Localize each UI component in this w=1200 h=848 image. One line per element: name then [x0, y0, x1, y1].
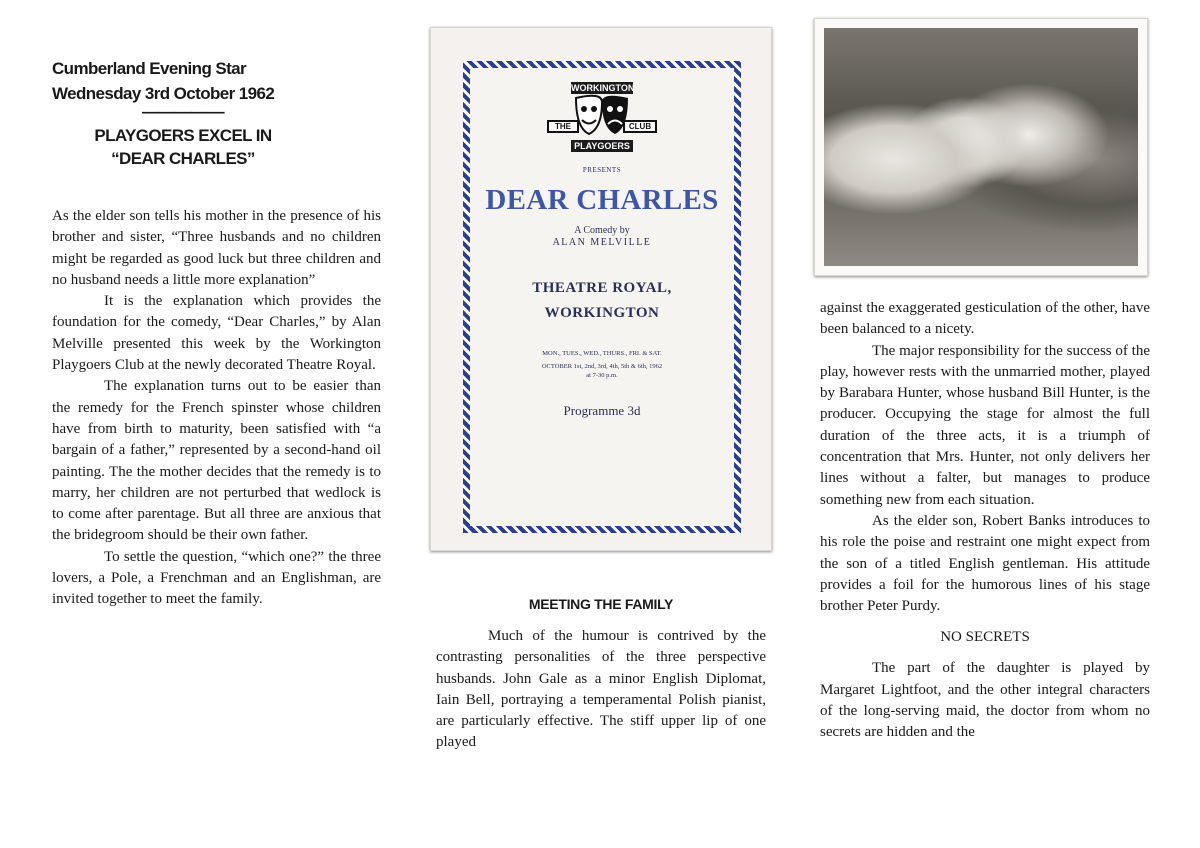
article-column-2	[436, 626, 766, 754]
programme-cover-image	[430, 27, 772, 551]
headline-line-2: “DEAR CHARLES”	[111, 149, 255, 168]
theatre-name-line-1: THEATRE ROYAL,	[532, 280, 672, 296]
club-logo	[547, 82, 657, 164]
article-paragraph: It is the explanation which provides the foundation for the comedy, “Dear Charles,” by Alan Melville presented this week by the Workington Playgoers Club at the newly decorated Theatre Royal.	[52, 293, 381, 374]
article-paragraph: Much of the humour is contrived by the contrasting personalities of the three perspective husbands. John Gale as a minor English Diplomat, Iain Bell, portraying a temperamental Polish pianist, are particularly effective. The stiff upper lip of one played	[436, 628, 766, 751]
club-logo-bottom: PLAYGOERS	[571, 140, 633, 152]
play-title: DEAR CHARLES	[485, 184, 719, 216]
article-paragraph: The major responsibility for the success of the play, however rests with the unmarried mother, played by Barabara Hunter, whose husband Bill Hunter, is the producer. Occupying the stage for almost the full duration of the three acts, it is a triumph of concentration that Mrs. Hunter, not only delivers her lines without a falter, but manages to produce something new from each situation.	[820, 342, 1150, 508]
performance-days: MON., TUES., WED., THURS., FRI. & SAT.	[542, 350, 662, 357]
article-paragraph: To settle the question, “which one?” the three lovers, a Pole, a Frenchman and an Englishman, are invited together to meet the family.	[52, 548, 381, 608]
article-paragraph: The part of the daughter is played by Margaret Lightfoot, and the other integral characters of the long-serving maid, the doctor from whom no secrets are hidden and the	[820, 660, 1150, 741]
photo-image	[824, 28, 1138, 266]
performance-time: at 7-30 p.m.	[586, 372, 618, 379]
article-column-3	[820, 298, 1150, 744]
performance-dates: OCTOBER 1st, 2nd, 3rd, 4th, 5th & 6th, 1962	[541, 363, 663, 370]
theatre-masks-icon	[572, 94, 632, 140]
club-logo-left: THE	[547, 120, 579, 133]
headline-line-1: PLAYGOERS EXCEL IN	[94, 126, 272, 145]
cast-photograph	[814, 18, 1148, 276]
article-paragraph: As the elder son, Robert Banks introduces to his role the poise and restraint one might expect from the son of a titled English gentleman. His attitude provides a foil for the humorous lines of his stage brother Peter Purdy.	[820, 512, 1150, 615]
subheading-meeting-the-family: MEETING THE FAMILY	[528, 596, 674, 612]
club-logo-top: WORKINGTON	[571, 83, 635, 93]
subheading-meeting-the-family-wrap	[436, 596, 766, 612]
comedy-by-text: A Comedy by	[574, 225, 630, 236]
subheading-no-secrets: NO SECRETS	[940, 629, 1030, 646]
theatre-name-line-2: WORKINGTON	[544, 305, 660, 321]
article-paragraph: As the elder son tells his mother in the presence of his brother and sister, “Three husbands and no children might be regarded as good luck but three children and no husband needs a little more explanation”	[52, 208, 381, 288]
masthead	[52, 56, 314, 170]
publication-date: Wednesday 3rd October 1962	[52, 84, 275, 103]
presents-text: PRESENTS	[582, 166, 622, 174]
rule-divider: —————	[141, 102, 224, 121]
programme-inner	[470, 68, 734, 526]
programme-border	[463, 61, 741, 533]
article-column-1	[52, 206, 381, 611]
article-paragraph: against the exaggerated gesticulation of the other, have been balanced to a nicety.	[820, 300, 1150, 338]
programme-price: Programme 3d	[563, 403, 641, 418]
author-name: ALAN MELVILLE	[552, 237, 652, 248]
article-paragraph: The explanation turns out to be easier than the remedy for the French spinster whose children have from birth to maturity, been satisfied with “a bargain of a father,” represented by a second-hand oil painting. The the mother decides that the remedy is to marry, her children are not perturbed that wedlock is to come after parentage. But all three are anxious that the bridegroom should be their own father.	[52, 378, 381, 544]
club-logo-right: CLUB	[623, 120, 657, 133]
newspaper-name: Cumberland Evening Star	[52, 59, 247, 78]
